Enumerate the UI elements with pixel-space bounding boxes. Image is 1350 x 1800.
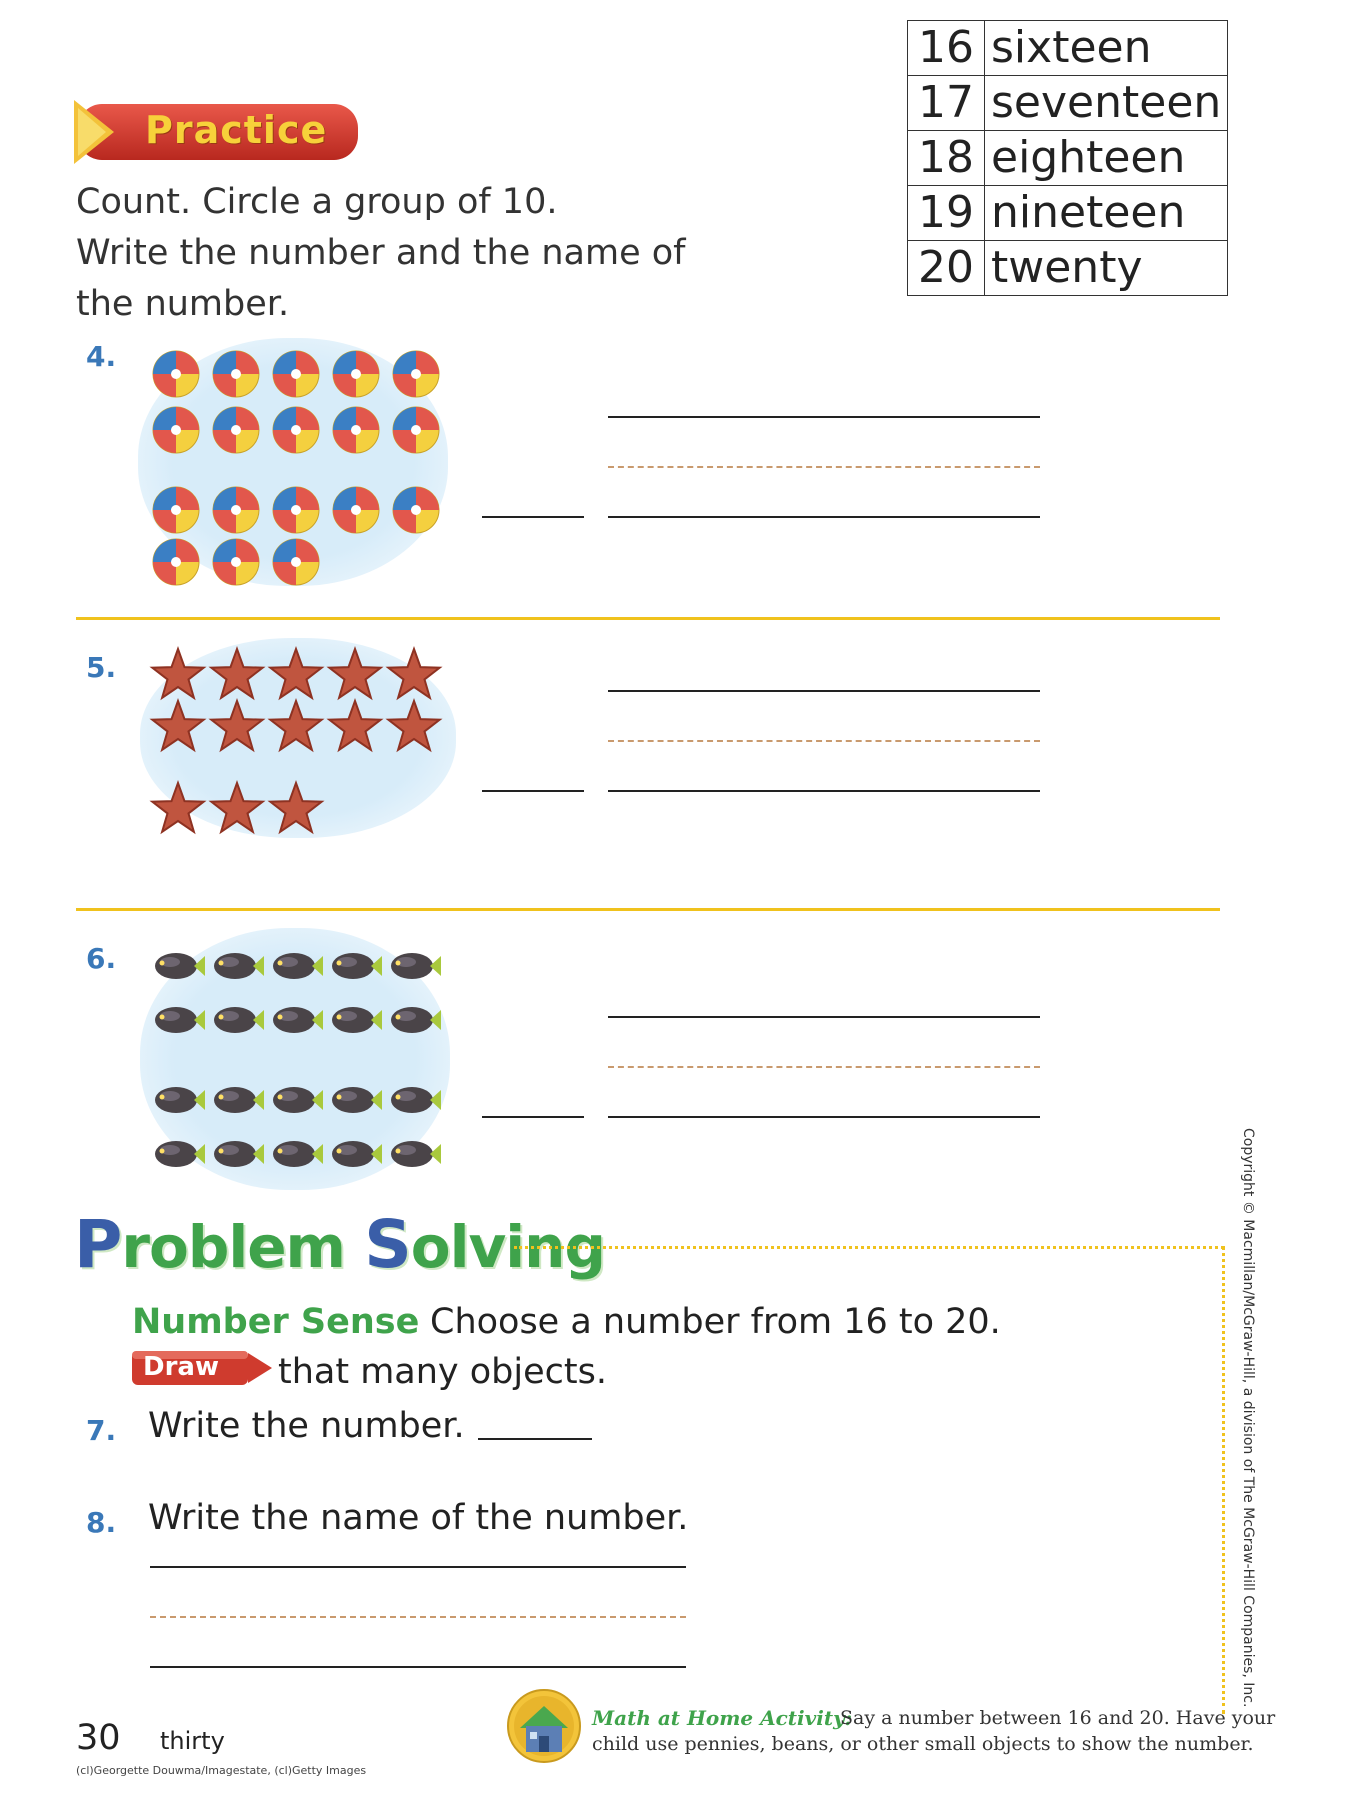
starfish-icon [207,698,267,758]
fish-icon [268,948,324,984]
photo-credits: (cl)Georgette Douwma/Imagestate, (cl)Getty Images [76,1764,367,1777]
fish-icon [209,948,265,984]
starfish-icon [325,698,385,758]
fish-icon [150,1082,206,1118]
instruction-line: Write the number and the name of [76,233,686,273]
name-writing-mid-line [608,740,1040,742]
table-row [908,186,1228,241]
number-answer-line[interactable] [478,1438,592,1440]
question-text: Write the name of the number. [148,1498,689,1538]
beach-ball-icon [330,484,382,536]
fish-icon [386,948,442,984]
exercise-number: 4. [86,340,117,373]
fish-icon [150,1002,206,1038]
beach-ball-icon [210,484,262,536]
fish-icon [268,1136,324,1172]
name-writing-top-line[interactable] [608,1016,1040,1018]
exercise-number: 6. [86,942,117,975]
instruction-line: the number. [76,284,290,324]
starfish-icon [266,780,326,840]
name-writing-top-line[interactable] [150,1566,686,1568]
beach-ball-icon [150,484,202,536]
starfish-icon [266,646,326,706]
fish-icon [268,1082,324,1118]
fish-icon [386,1136,442,1172]
beach-ball-icon [150,536,202,588]
name-writing-mid-line [608,466,1040,468]
table-word: sixteen [985,21,1228,76]
problem-solving-title: Problem Solving [74,1206,605,1283]
table-word: seventeen [985,76,1228,131]
question-number: 8. [86,1506,117,1539]
name-writing-top-line[interactable] [608,690,1040,692]
table-row [908,21,1228,76]
starfish-icon [207,646,267,706]
section-divider [76,617,1220,620]
page-word: thirty [160,1727,225,1755]
number-sense-label: Number Sense [132,1302,420,1342]
exercise-number: 5. [86,651,117,684]
table-number: 16 [908,21,985,76]
beach-ball-icon [270,348,322,400]
starfish-icon [384,698,444,758]
table-row [908,241,1228,296]
dotted-border-top [514,1246,1224,1249]
name-writing-base-line[interactable] [608,516,1040,518]
question-text: Write the number. [148,1406,465,1446]
number-answer-line[interactable] [482,1116,584,1118]
fish-icon [209,1082,265,1118]
number-sense-text: Choose a number from 16 to 20. [430,1302,1001,1342]
beach-ball-icon [390,404,442,456]
home-activity-text: Say a number between 16 and 20. Have your [840,1707,1276,1729]
fish-icon [327,1082,383,1118]
house-icon [506,1688,582,1764]
home-activity-text: child use pennies, beans, or other small objects to show the number. [592,1733,1254,1755]
starfish-icon [325,646,385,706]
fish-icon [150,1136,206,1172]
fish-icon [209,1002,265,1038]
beach-ball-icon [210,536,262,588]
name-writing-top-line[interactable] [608,416,1040,418]
fish-icon [327,1002,383,1038]
practice-label: Practice [145,108,328,152]
table-word: nineteen [985,186,1228,241]
table-number: 20 [908,241,985,296]
beach-ball-icon [330,348,382,400]
table-number: 18 [908,131,985,186]
starfish-icon [384,646,444,706]
fish-icon [386,1002,442,1038]
table-row [908,131,1228,186]
beach-ball-icon [330,404,382,456]
beach-ball-icon [270,536,322,588]
table-row [908,76,1228,131]
beach-ball-icon [150,348,202,400]
beach-ball-icon [270,404,322,456]
name-writing-mid-line [608,1066,1040,1068]
fish-icon [150,948,206,984]
section-divider [76,908,1220,911]
starfish-icon [148,646,208,706]
instruction-line: Count. Circle a group of 10. [76,182,558,222]
starfish-icon [266,698,326,758]
dotted-border-right [1222,1246,1225,1714]
table-number: 17 [908,76,985,131]
page-number: 30 [76,1718,121,1758]
beach-ball-icon [390,348,442,400]
beach-ball-icon [210,404,262,456]
copyright-notice: Copyright © Macmillan/McGraw-Hill, a division of The McGraw-Hill Companies, Inc. [1240,1128,1256,1708]
home-activity-label: Math at Home Activity: [592,1706,853,1730]
fish-icon [268,1002,324,1038]
fish-icon [209,1136,265,1172]
draw-label: Draw [143,1352,219,1382]
question-number: 7. [86,1414,117,1447]
name-writing-base-line[interactable] [150,1666,686,1668]
table-word: eighteen [985,131,1228,186]
name-writing-base-line[interactable] [608,790,1040,792]
draw-instruction: that many objects. [278,1352,607,1392]
beach-ball-icon [270,484,322,536]
table-word: twenty [985,241,1228,296]
starfish-icon [207,780,267,840]
number-answer-line[interactable] [482,790,584,792]
name-writing-base-line[interactable] [608,1116,1040,1118]
table-number: 19 [908,186,985,241]
beach-ball-icon [390,484,442,536]
name-writing-mid-line [150,1616,686,1618]
fish-icon [327,948,383,984]
beach-ball-icon [150,404,202,456]
starfish-icon [148,698,208,758]
number-word-table [907,20,1228,296]
beach-ball-icon [210,348,262,400]
starfish-icon [148,780,208,840]
fish-icon [386,1082,442,1118]
fish-icon [327,1136,383,1172]
number-answer-line[interactable] [482,516,584,518]
